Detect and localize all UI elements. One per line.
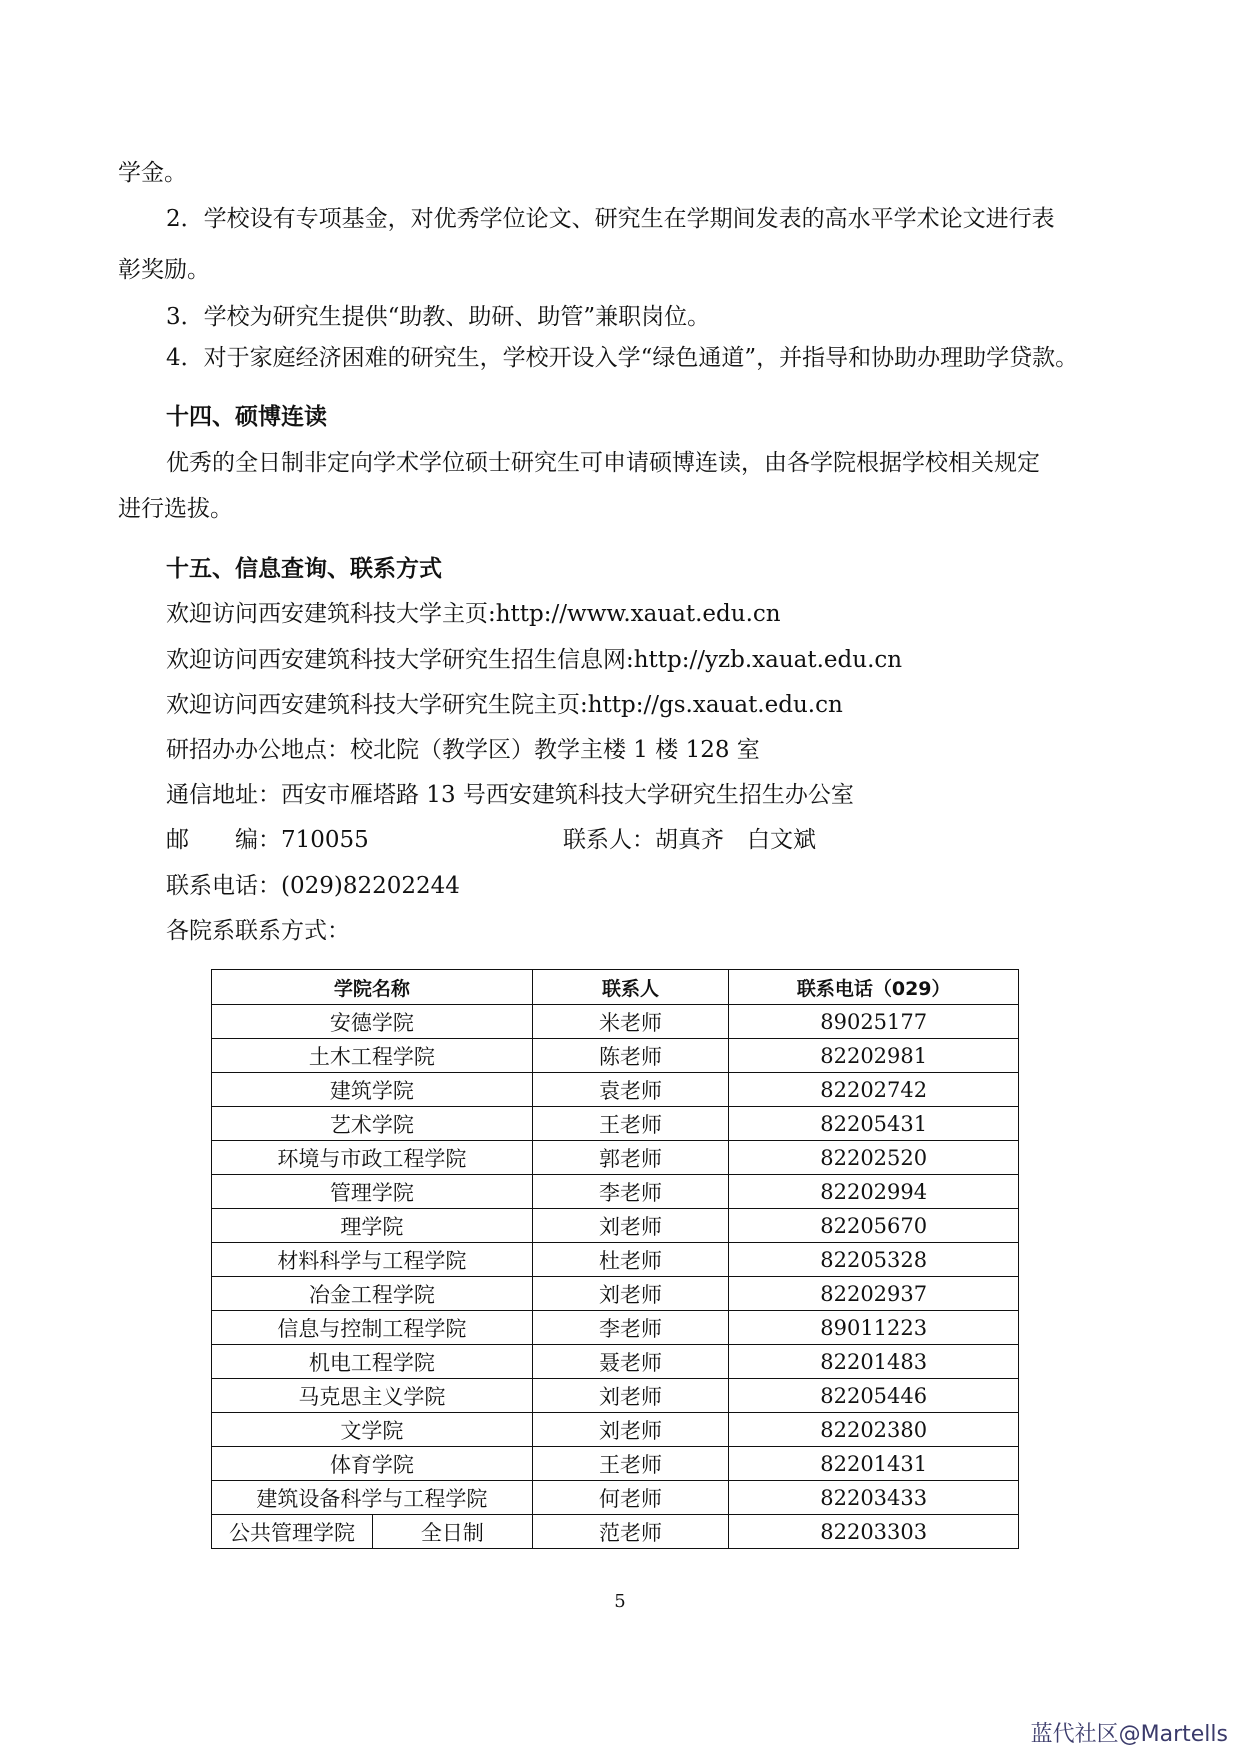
college-name-cell: 管理学院 <box>212 1175 533 1209</box>
table-row <box>212 1107 1019 1141</box>
phone-cell: 82201431 <box>729 1447 1019 1481</box>
phone-cell: 82202520 <box>729 1141 1019 1175</box>
phone-cell: 82202994 <box>729 1175 1019 1209</box>
paragraph-line: 彰奖励。 <box>118 257 210 283</box>
paragraph-line: 4．对于家庭经济困难的研究生，学校开设入学“绿色通道”，并指导和协助办理助学贷款。 <box>166 345 1079 371</box>
college-name-cell: 建筑学院 <box>212 1073 533 1107</box>
header-contact: 联系人 <box>532 970 729 1005</box>
table-row <box>212 1073 1019 1107</box>
college-name-cell: 理学院 <box>212 1209 533 1243</box>
table-header-row <box>212 970 1019 1005</box>
phone-line: 联系电话：(029)82202244 <box>166 873 460 899</box>
contact-cell: 郭老师 <box>532 1141 729 1175</box>
phone-cell: 82205431 <box>729 1107 1019 1141</box>
section-heading: 十四、硕博连读 <box>166 404 327 430</box>
college-name-cell: 冶金工程学院 <box>212 1277 533 1311</box>
header-college: 学院名称 <box>212 970 533 1005</box>
phone-cell: 89011223 <box>729 1311 1019 1345</box>
phone-cell: 82205328 <box>729 1243 1019 1277</box>
program-type-cell: 全日制 <box>372 1515 532 1549</box>
contact-cell: 杜老师 <box>532 1243 729 1277</box>
paragraph-line: 优秀的全日制非定向学术学位硕士研究生可申请硕博连读，由各学院根据学校相关规定 <box>166 450 1040 476</box>
table-body <box>212 1005 1019 1549</box>
college-name-cell: 土木工程学院 <box>212 1039 533 1073</box>
college-name-cell: 马克思主义学院 <box>212 1379 533 1413</box>
college-name-cell: 建筑设备科学与工程学院 <box>212 1481 533 1515</box>
paragraph-line: 3．学校为研究生提供“助教、助研、助管”兼职岗位。 <box>166 304 711 330</box>
college-name-cell: 环境与市政工程学院 <box>212 1141 533 1175</box>
table-row <box>212 1311 1019 1345</box>
college-name-cell: 材料科学与工程学院 <box>212 1243 533 1277</box>
table-row <box>212 1277 1019 1311</box>
paragraph-line: 学金。 <box>118 160 187 186</box>
contact-cell: 聂老师 <box>532 1345 729 1379</box>
college-name-cell: 机电工程学院 <box>212 1345 533 1379</box>
phone-cell: 82201483 <box>729 1345 1019 1379</box>
homepage-link-line: 欢迎访问西安建筑科技大学主页:http://www.xauat.edu.cn <box>166 601 781 627</box>
page-number: 5 <box>614 1591 626 1612</box>
table-row <box>212 1481 1019 1515</box>
table-row <box>212 1175 1019 1209</box>
mailing-address-line: 通信地址：西安市雁塔路 13 号西安建筑科技大学研究生招生办公室 <box>166 782 854 808</box>
college-name-cell: 文学院 <box>212 1413 533 1447</box>
table-row <box>212 1379 1019 1413</box>
contact-cell: 王老师 <box>532 1107 729 1141</box>
contact-cell: 李老师 <box>532 1311 729 1345</box>
watermark: 蓝代社区@Martells <box>1030 1722 1228 1747</box>
contact-cell: 袁老师 <box>532 1073 729 1107</box>
contacts-table <box>211 969 1019 1549</box>
contact-cell: 王老师 <box>532 1447 729 1481</box>
phone-cell: 89025177 <box>729 1005 1019 1039</box>
postcode-line: 邮 编：710055 <box>166 827 369 853</box>
table-row <box>212 1039 1019 1073</box>
contact-cell: 刘老师 <box>532 1413 729 1447</box>
phone-cell: 82205446 <box>729 1379 1019 1413</box>
college-name-cell: 体育学院 <box>212 1447 533 1481</box>
phone-cell: 82203303 <box>729 1515 1019 1549</box>
table-row <box>212 1345 1019 1379</box>
phone-cell: 82202380 <box>729 1413 1019 1447</box>
office-location-line: 研招办办公地点：校北院（教学区）教学主楼 1 楼 128 室 <box>166 737 760 763</box>
contact-person-line: 联系人：胡真齐 白文斌 <box>563 827 816 853</box>
contact-cell: 李老师 <box>532 1175 729 1209</box>
contact-cell: 范老师 <box>532 1515 729 1549</box>
table-row <box>212 1243 1019 1277</box>
section-heading: 十五、信息查询、联系方式 <box>166 556 442 582</box>
college-name-cell: 信息与控制工程学院 <box>212 1311 533 1345</box>
contact-cell: 刘老师 <box>532 1277 729 1311</box>
contact-cell: 刘老师 <box>532 1209 729 1243</box>
contact-cell: 刘老师 <box>532 1379 729 1413</box>
contact-cell: 陈老师 <box>532 1039 729 1073</box>
contact-cell: 何老师 <box>532 1481 729 1515</box>
college-name-cell: 公共管理学院 <box>212 1515 373 1549</box>
phone-cell: 82205670 <box>729 1209 1019 1243</box>
admissions-link-line: 欢迎访问西安建筑科技大学研究生招生信息网:http://yzb.xauat.edu.cn <box>166 647 903 673</box>
table-row <box>212 1413 1019 1447</box>
table-row <box>212 1515 1019 1549</box>
table-row <box>212 1005 1019 1039</box>
paragraph-line: 2．学校设有专项基金，对优秀学位论文、研究生在学期间发表的高水平学术论文进行表 <box>166 206 1055 232</box>
college-name-cell: 艺术学院 <box>212 1107 533 1141</box>
header-phone: 联系电话（029） <box>729 970 1019 1005</box>
contact-cell: 米老师 <box>532 1005 729 1039</box>
table-row <box>212 1447 1019 1481</box>
college-name-cell: 安德学院 <box>212 1005 533 1039</box>
phone-cell: 82202742 <box>729 1073 1019 1107</box>
phone-cell: 82202937 <box>729 1277 1019 1311</box>
table-row <box>212 1141 1019 1175</box>
graduate-school-link-line: 欢迎访问西安建筑科技大学研究生院主页:http://gs.xauat.edu.cn <box>166 692 843 718</box>
phone-cell: 82202981 <box>729 1039 1019 1073</box>
dept-contacts-label: 各院系联系方式： <box>166 918 350 944</box>
table-row <box>212 1209 1019 1243</box>
paragraph-line: 进行选拔。 <box>118 496 233 522</box>
phone-cell: 82203433 <box>729 1481 1019 1515</box>
